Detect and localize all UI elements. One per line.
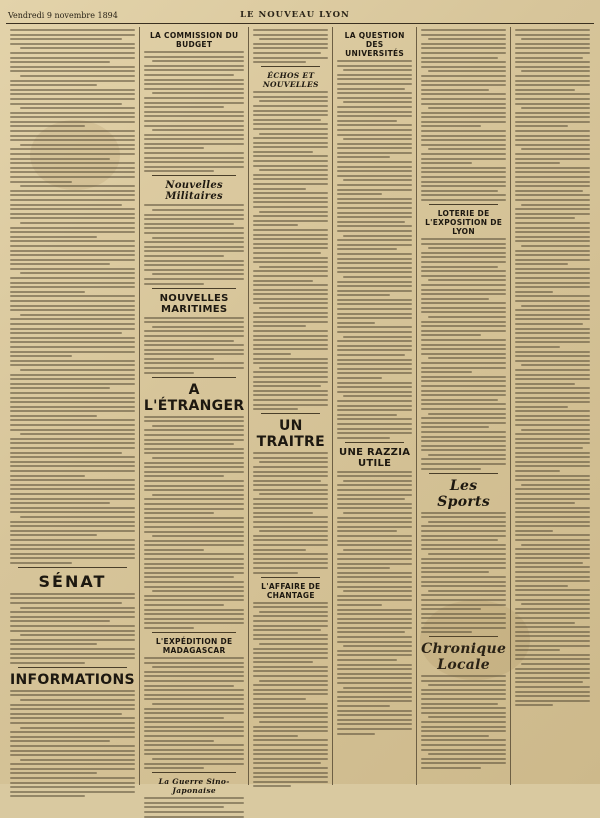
- divider: [429, 204, 498, 205]
- article-text: [421, 29, 506, 201]
- column-5: [417, 27, 511, 785]
- heading-chronique-locale: Chronique Locale: [421, 641, 507, 674]
- divider: [429, 636, 498, 637]
- divider: [18, 567, 127, 568]
- heading-razzia: UNE RAZZIA UTILE: [339, 446, 411, 469]
- article-text: [144, 51, 244, 172]
- column-1: [6, 27, 140, 785]
- article-text: [10, 593, 135, 664]
- article-text: [421, 238, 506, 470]
- heading-military: Nouvelles Militaires: [165, 180, 223, 203]
- divider: [152, 632, 236, 633]
- article-text: [10, 29, 135, 564]
- columns: [6, 27, 594, 796]
- divider: [152, 377, 236, 378]
- masthead: [6, 4, 594, 24]
- column-2: [140, 27, 249, 796]
- column-6: [511, 27, 594, 785]
- heading-sino-japonaise: La Guerre Sino-Japonaise: [158, 777, 230, 796]
- article-text: [515, 29, 590, 706]
- article-text: [144, 416, 244, 629]
- article-text: [10, 690, 135, 798]
- heading-universites: LA QUESTION DES UNIVERSITÉS: [344, 31, 405, 58]
- divider: [429, 473, 498, 474]
- heading-traitre: UN TRAITRE: [256, 418, 325, 451]
- article-text: [144, 204, 244, 284]
- divider: [152, 288, 236, 289]
- divider: [345, 442, 404, 443]
- issue-date: Vendredi 9 novembre 1894: [8, 11, 118, 20]
- article-text: [337, 471, 412, 735]
- divider: [152, 772, 236, 773]
- article-text: [421, 512, 506, 633]
- article-text: [253, 29, 328, 63]
- article-text: [144, 657, 244, 769]
- article-text: [253, 452, 328, 573]
- article-text: [253, 602, 328, 788]
- article-text: [144, 797, 244, 817]
- article-text: [253, 91, 328, 410]
- divider: [261, 413, 320, 414]
- heading-etranger: A L'ÉTRANGER: [143, 381, 245, 414]
- newspaper-title: LE NOUVEAU LYON: [240, 10, 350, 20]
- heading-sports: Les Sports: [437, 477, 490, 510]
- divider: [261, 577, 320, 578]
- article-text: [421, 675, 506, 769]
- article-text: [144, 317, 244, 374]
- heading-loterie: LOTERIE DE L'EXPOSITION DE LYON: [425, 208, 503, 236]
- heading-informations: INFORMATIONS: [10, 671, 135, 688]
- heading-echos: ÉCHOS ET NOUVELLES: [262, 71, 319, 90]
- heading-madagascar: L'EXPÉDITION DE MADAGASCAR: [155, 636, 233, 655]
- divider: [18, 667, 127, 668]
- column-3: [249, 27, 333, 785]
- heading-chantage: L'AFFAIRE DE CHANTAGE: [261, 581, 321, 600]
- heading-maritime: NOUVELLES MARITIMES: [159, 292, 229, 315]
- heading-senat: SÉNAT: [38, 571, 107, 591]
- column-4: [333, 27, 417, 785]
- divider: [152, 175, 236, 176]
- article-text: [337, 60, 412, 439]
- divider: [261, 66, 320, 67]
- heading-budget: LA COMMISSION DU BUDGET: [149, 31, 239, 49]
